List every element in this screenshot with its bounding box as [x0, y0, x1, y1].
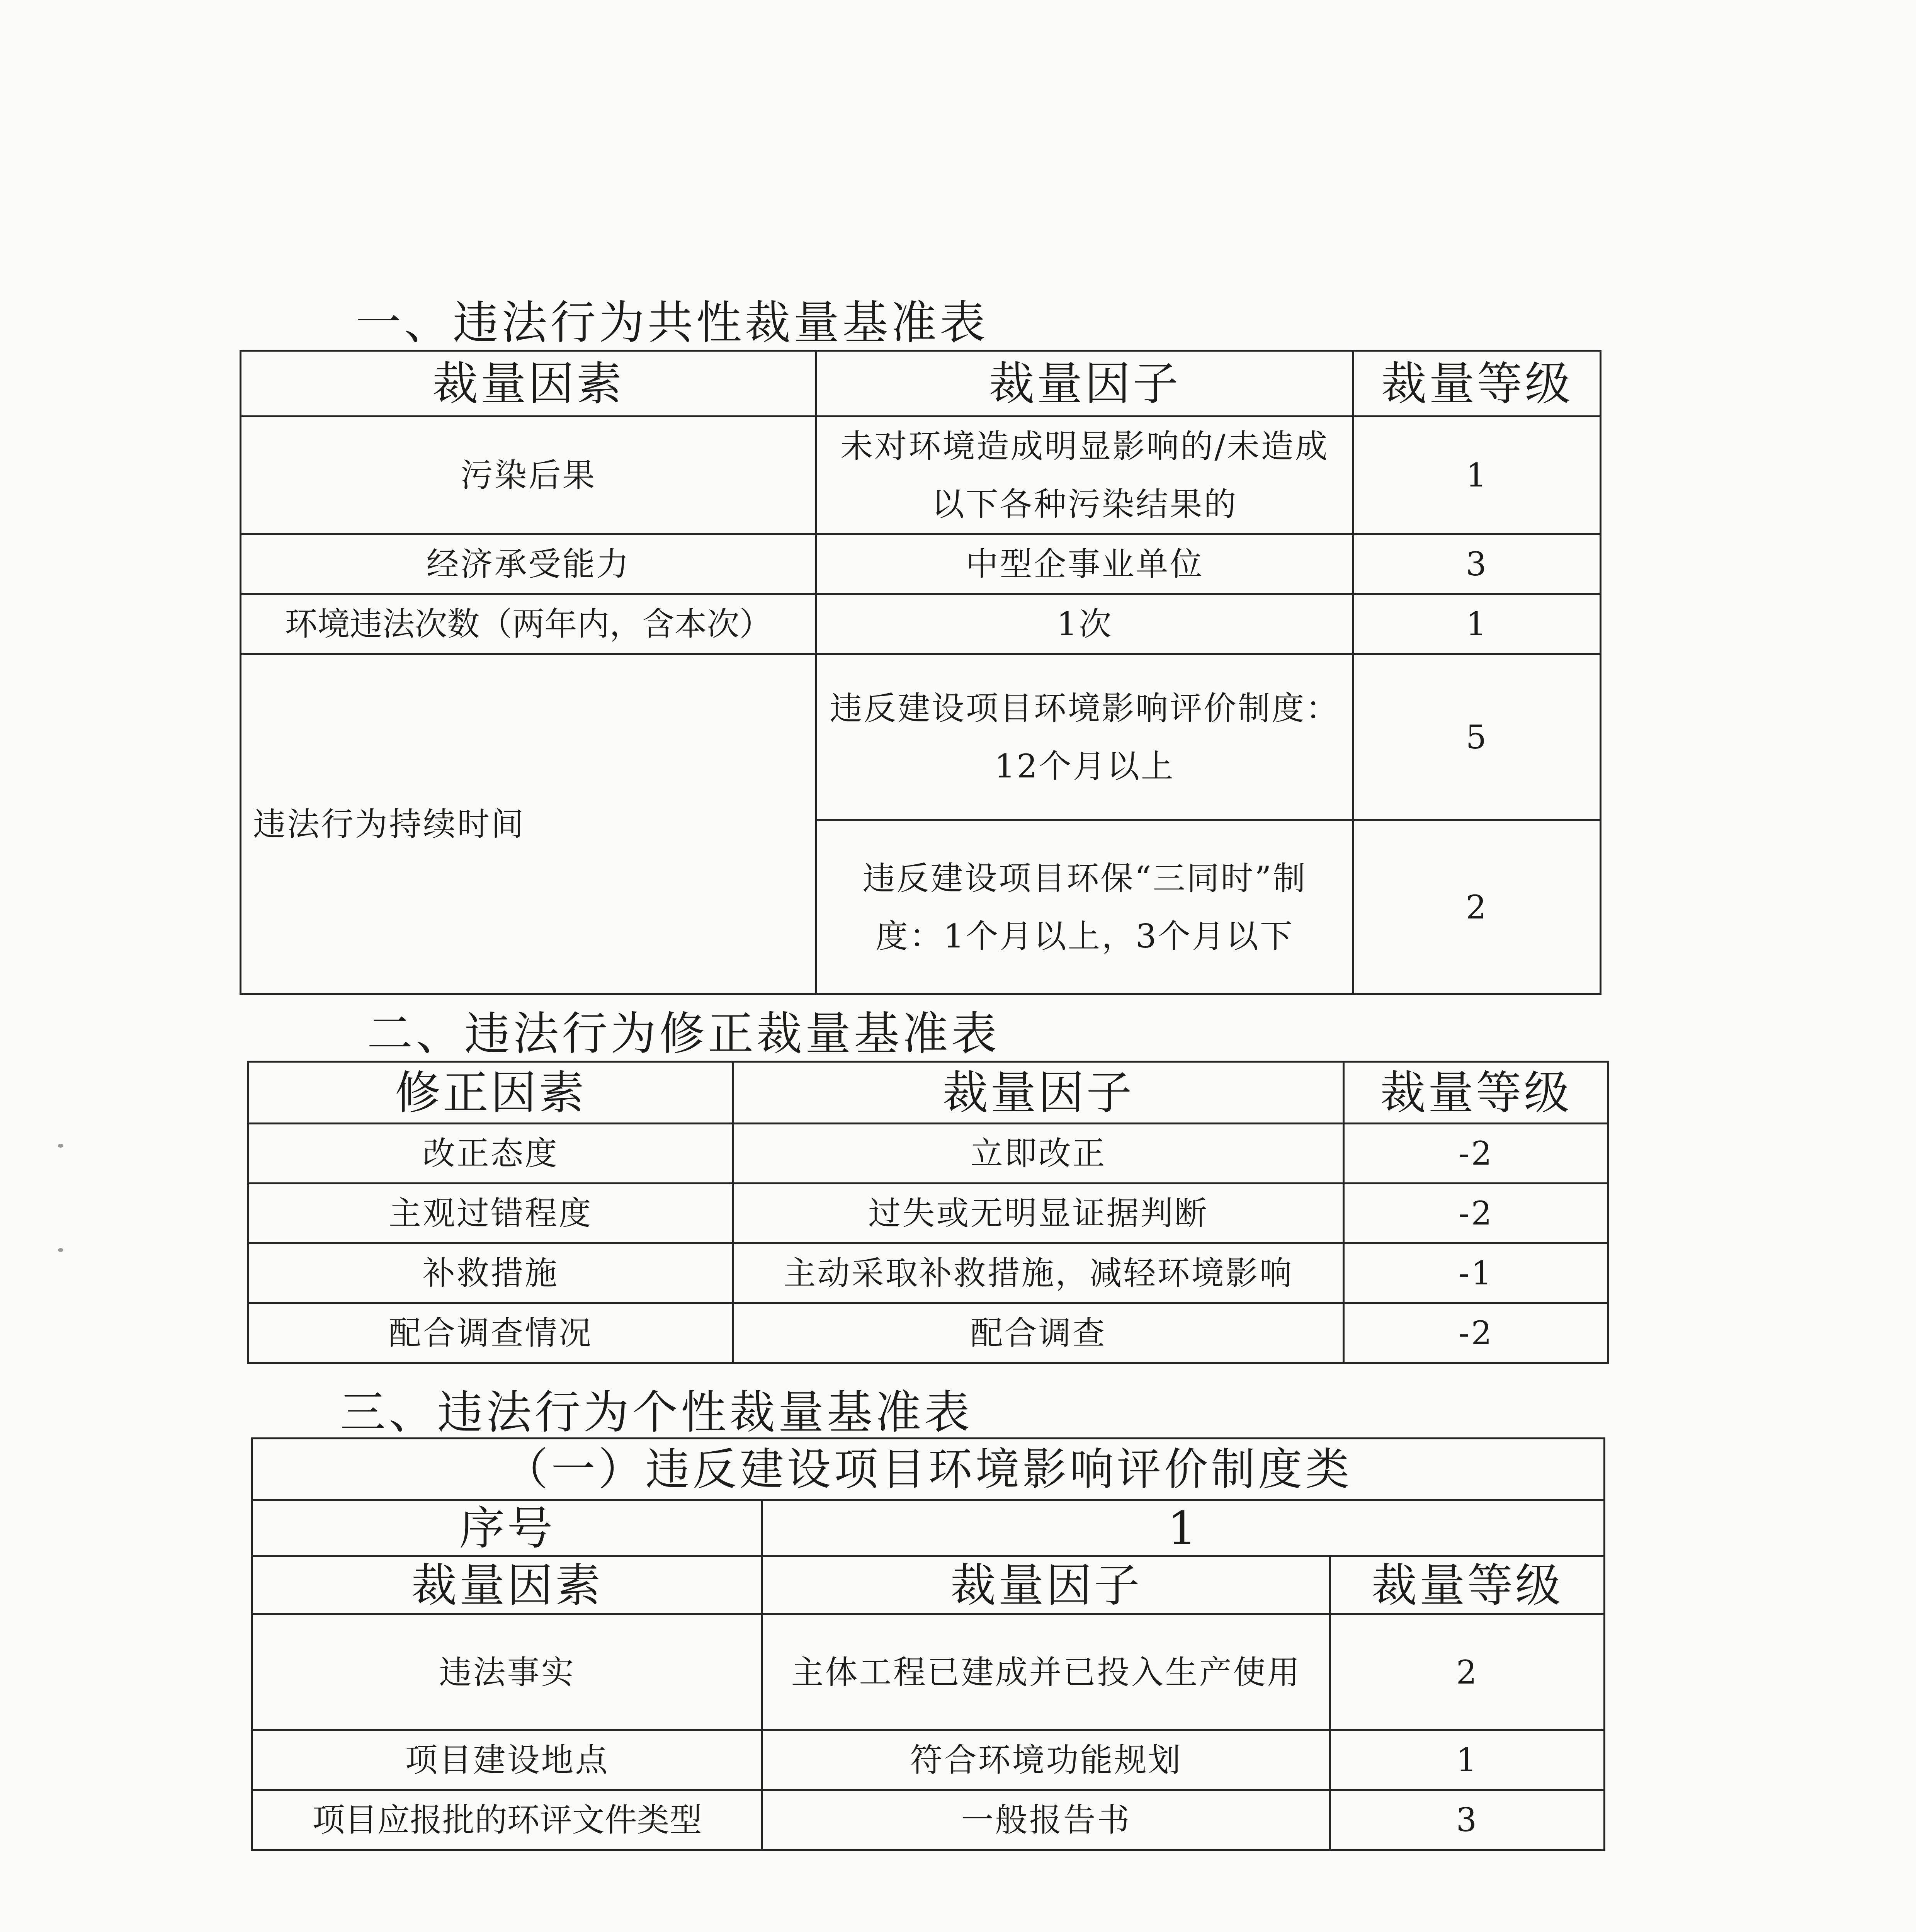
section3-title: 三、违法行为个性裁量基准表 — [340, 1386, 973, 1439]
factor-cell: 补救措施 — [248, 1243, 733, 1303]
item-cell: 未对环境造成明显影响的/未造成以下各种污染结果的 — [816, 417, 1353, 534]
scan-speck — [58, 1248, 63, 1252]
factor-cell: 项目建设地点 — [252, 1730, 762, 1790]
item-cell: 立即改正 — [733, 1124, 1344, 1184]
scan-speck — [58, 1144, 63, 1148]
factor-cell: 项目应报批的环评文件类型 — [252, 1790, 762, 1850]
section1-title: 一、违法行为共性裁量基准表 — [355, 296, 989, 349]
table-header-row — [248, 1062, 1608, 1124]
item-cell: 符合环境功能规划 — [762, 1730, 1330, 1790]
level-cell: 3 — [1353, 534, 1601, 594]
table-row — [248, 1243, 1608, 1303]
correction-discretion-table — [247, 1061, 1609, 1364]
header-cell: 裁量因子 — [733, 1062, 1344, 1124]
header-cell: 裁量等级 — [1344, 1062, 1608, 1124]
item-cell: 配合调查 — [733, 1303, 1344, 1363]
level-cell: 1 — [1330, 1730, 1605, 1790]
level-cell: -2 — [1344, 1303, 1608, 1363]
level-cell: 2 — [1330, 1614, 1605, 1730]
level-cell: -2 — [1344, 1184, 1608, 1243]
level-cell: 1 — [1353, 594, 1601, 654]
header-cell: 裁量等级 — [1330, 1556, 1605, 1614]
table-row — [252, 1614, 1605, 1730]
header-cell: 裁量等级 — [1353, 351, 1601, 417]
table-row — [241, 594, 1601, 654]
factor-cell: 经济承受能力 — [241, 534, 816, 594]
factor-cell: 环境违法次数（两年内，含本次） — [241, 594, 816, 654]
table-row — [241, 417, 1601, 534]
factor-cell: 污染后果 — [241, 417, 816, 534]
level-cell: -2 — [1344, 1124, 1608, 1184]
level-cell: 3 — [1330, 1790, 1605, 1850]
item-cell: 主体工程已建成并已投入生产使用 — [762, 1614, 1330, 1730]
table-title-row — [252, 1439, 1605, 1500]
factor-cell: 改正态度 — [248, 1124, 733, 1184]
item-cell: 1次 — [816, 594, 1353, 654]
table-row — [248, 1303, 1608, 1363]
level-cell: 1 — [1353, 417, 1601, 534]
header-cell: 裁量因子 — [762, 1556, 1330, 1614]
table-row — [252, 1790, 1605, 1850]
item-cell: 中型企事业单位 — [816, 534, 1353, 594]
seq-label: 序号 — [252, 1500, 762, 1556]
table-row — [248, 1124, 1608, 1184]
item-cell: 违反建设项目环境影响评价制度：12个月以上 — [816, 654, 1353, 820]
table-header-row — [252, 1556, 1605, 1614]
header-cell: 裁量因素 — [252, 1556, 762, 1614]
eia-violation-table — [251, 1437, 1605, 1851]
common-discretion-table — [240, 350, 1601, 995]
table-row — [241, 534, 1601, 594]
item-cell: 过失或无明显证据判断 — [733, 1184, 1344, 1243]
level-cell: 5 — [1353, 654, 1601, 820]
table-title: （一）违反建设项目环境影响评价制度类 — [252, 1439, 1605, 1500]
item-cell: 主动采取补救措施，减轻环境影响 — [733, 1243, 1344, 1303]
factor-cell: 主观过错程度 — [248, 1184, 733, 1243]
seq-row — [252, 1500, 1605, 1556]
table-row — [252, 1730, 1605, 1790]
seq-value: 1 — [762, 1500, 1605, 1556]
header-cell: 裁量因子 — [816, 351, 1353, 417]
table-row — [241, 654, 1601, 820]
factor-cell: 配合调查情况 — [248, 1303, 733, 1363]
section2-title: 二、违法行为修正裁量基准表 — [367, 1007, 1000, 1060]
factor-cell: 违法事实 — [252, 1614, 762, 1730]
table-header-row — [241, 351, 1601, 417]
header-cell: 裁量因素 — [241, 351, 816, 417]
level-cell: -1 — [1344, 1243, 1608, 1303]
item-cell: 违反建设项目环保“三同时”制度：1个月以上，3个月以下 — [816, 820, 1353, 994]
item-cell: 一般报告书 — [762, 1790, 1330, 1850]
level-cell: 2 — [1353, 820, 1601, 994]
table-row — [248, 1184, 1608, 1243]
factor-cell: 违法行为持续时间 — [241, 654, 816, 994]
header-cell: 修正因素 — [248, 1062, 733, 1124]
